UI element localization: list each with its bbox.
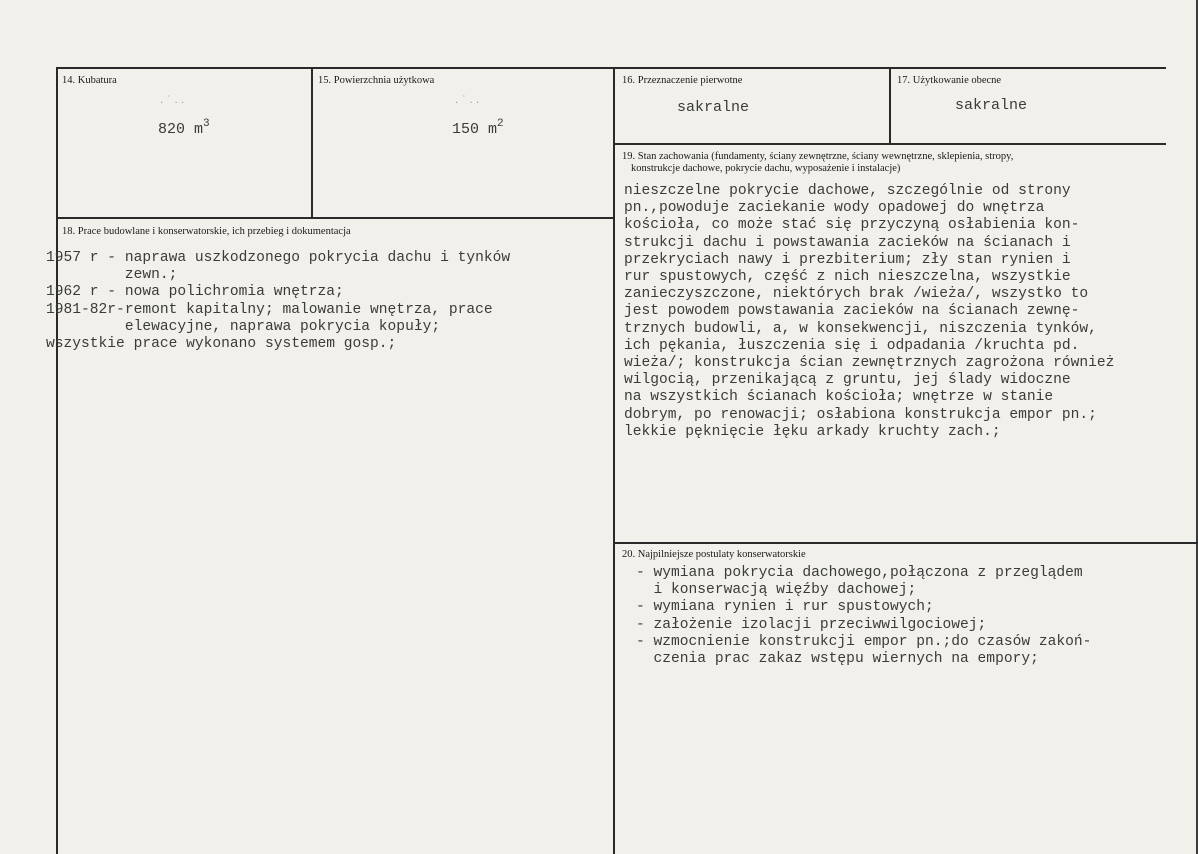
przeznaczenie-label: 16. Przeznaczenie pierwotne: [622, 75, 743, 86]
stan-line: wieża/; konstrukcja ścian zewnętrznych zagrożona również: [624, 355, 1115, 372]
powierzchnia-exponent: 2: [497, 118, 504, 130]
stan-line: przekryciach nawy i prezbiterium; zły stan rynien i: [624, 251, 1071, 268]
stan-line: pn.,powoduje zaciekanie wody opadowej do wnętrza: [624, 200, 1045, 217]
postulaty-line: czenia prac zakaz wstępu wiernych na empory;: [636, 651, 1039, 668]
prace-line: zewn.;: [46, 267, 178, 284]
rule-under-16-17: [614, 143, 1166, 145]
stan-line: na wszystkich ścianach kościoła; wnętrze w stanie: [624, 389, 1054, 406]
postulaty-line: - wzmocnienie konstrukcji empor pn.;do czasów zakoń-: [636, 633, 1092, 650]
rule-above-20: [614, 542, 1198, 544]
divider-14-15: [311, 67, 313, 218]
powierzchnia-label: 15. Powierzchnia użytkowa: [318, 75, 435, 86]
rule-under-14-15: [56, 217, 614, 219]
prace-label: 18. Prace budowlane i konserwatorskie, ich przebieg i dokumentacja: [62, 226, 351, 237]
typewriter-specks: . ˙ . .: [160, 95, 185, 106]
stan-line: rur spustowych, część z nich nieszczelna, wszystkie: [624, 269, 1071, 286]
prace-line: 1957 r - naprawa uszkodzonego pokrycia dachu i tynków: [46, 250, 511, 266]
uzytkowanie-label: 17. Użytkowanie obecne: [897, 75, 1002, 86]
prace-text: [46, 250, 612, 353]
stan-line: trznych budowli, a, w konsekwencji, niszczenia tynków,: [624, 320, 1097, 337]
powierzchnia-number: 150 m: [452, 121, 498, 138]
stan-line: ich pękania, łuszczenia się i odpadania /kruchta pd.: [624, 337, 1080, 354]
stan-line: kościoła, co może stać się przyczyną osłabienia kon-: [624, 217, 1080, 234]
kubatura-label: 14. Kubatura: [62, 75, 117, 86]
stan-line: nieszczelne pokrycie dachowe, szczególnie od strony: [624, 183, 1071, 199]
postulaty-line: - wymiana pokrycia dachowego,połączona z przeglądem: [636, 565, 1083, 581]
prace-line: 1981-82r-remont kapitalny; malowanie wnętrza, prace: [46, 301, 493, 318]
divider-16-17: [889, 67, 891, 144]
stan-text: [624, 183, 1198, 441]
prace-line: elewacyjne, naprawa pokrycia kopuły;: [46, 318, 441, 335]
stan-label-line2: konstrukcje dachowe, pokrycie dachu, wyposażenie i instalacje): [631, 163, 901, 174]
left-rule: [56, 67, 58, 854]
kubatura-value: [158, 118, 210, 138]
postulaty-label: 20. Najpilniejsze postulaty konserwatorskie: [622, 549, 806, 560]
typewriter-specks: . ˙ . .: [455, 95, 480, 106]
uzytkowanie-value: sakralne: [955, 97, 1028, 114]
postulaty-line: - założenie izolacji przeciwwilgociowej;: [636, 616, 987, 633]
divider-main: [613, 67, 615, 854]
kubatura-number: 820 m: [158, 121, 204, 138]
prace-line: wszystkie prace wykonano systemem gosp.;: [46, 336, 397, 353]
stan-line: wilgocią, przenikającą z gruntu, jej ślady widoczne: [624, 372, 1071, 389]
postulaty-line: i konserwacją więźby dachowej;: [636, 582, 917, 599]
stan-line: strukcji dachu i powstawania zacieków na ścianach i: [624, 234, 1071, 251]
kubatura-exponent: 3: [203, 118, 210, 130]
przeznaczenie-value: sakralne: [677, 99, 750, 116]
stan-line: jest powodem powstawania zacieków na ścianach zewnę-: [624, 303, 1080, 320]
stan-line: dobrym, po renowacji; osłabiona konstrukcja empor pn.;: [624, 406, 1097, 423]
postulaty-text: [636, 565, 1198, 668]
stan-label-line1: 19. Stan zachowania (fundamenty, ściany zewnętrzne, ściany wewnętrzne, sklepienia, stropy,: [622, 151, 1014, 162]
postulaty-line: - wymiana rynien i rur spustowych;: [636, 599, 934, 616]
stan-line: lekkie pęknięcie łęku arkady kruchty zach.;: [624, 423, 1001, 440]
top-rule: [56, 67, 1166, 69]
powierzchnia-value: [452, 118, 504, 138]
prace-line: 1962 r - nowa polichromia wnętrza;: [46, 284, 344, 301]
stan-line: zanieczyszczone, niektórych brak /wieża/, wszystko to: [624, 286, 1089, 303]
